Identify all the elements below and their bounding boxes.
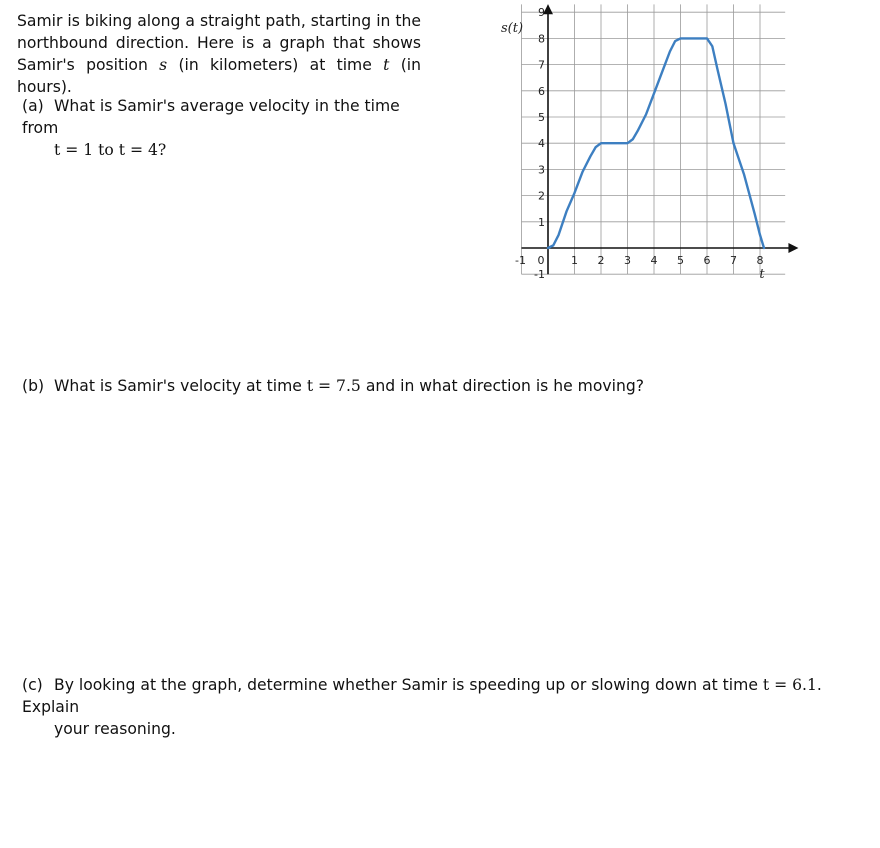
x-tick-label: 8 xyxy=(756,254,764,267)
question-b-text: What is Samir's velocity at time xyxy=(54,377,307,395)
question-c-text-2: . Explain xyxy=(22,676,822,716)
y-tick-label: 8 xyxy=(538,32,545,46)
x-tick-label: 6 xyxy=(703,254,711,267)
y-tick-label: 3 xyxy=(538,163,545,177)
question-c-math: t = 6.1 xyxy=(762,676,817,694)
intro-text-2: (in kilometers) at time xyxy=(167,56,384,74)
intro-text-1: Samir is biking along a straight path, starting in the northbound direction. Here is a graph that shows Samir's position xyxy=(17,12,421,74)
y-tick-label: 1 xyxy=(538,215,545,229)
y-tick-label: 4 xyxy=(538,137,545,151)
x-tick-label: 0 xyxy=(537,254,545,267)
question-b-math: t = 7.5 xyxy=(306,377,361,395)
y-tick-label: 6 xyxy=(538,84,545,98)
var-s: s xyxy=(159,56,168,74)
question-b-text-2: and in what direction is he moving? xyxy=(360,377,645,395)
x-axis-arrow xyxy=(788,243,798,253)
x-tick-label: 5 xyxy=(677,254,684,267)
x-tick-label: 2 xyxy=(597,254,605,267)
y-tick-label: 2 xyxy=(538,189,545,203)
intro-text-3: (in hours). xyxy=(17,56,421,96)
x-tick-label: 1 xyxy=(571,254,578,267)
y-axis-label: s(t) xyxy=(501,20,524,36)
question-c-label: (c) xyxy=(22,676,43,694)
x-tick-label: 3 xyxy=(624,254,631,267)
y-tick-label: 9 xyxy=(538,6,545,20)
question-a-label: (a) xyxy=(22,97,44,115)
question-a-math: t = 1 to t = 4? xyxy=(54,141,167,159)
y-tick-label: 5 xyxy=(538,111,545,124)
question-a-text: What is Samir's average velocity in the time from xyxy=(22,97,400,137)
var-t: t xyxy=(383,56,390,74)
question-c-line-2: your reasoning. xyxy=(54,720,176,738)
y-tick-label: 7 xyxy=(538,58,545,72)
x-tick-label: 7 xyxy=(730,254,737,267)
question-c-text: By looking at the graph, determine whether Samir is speeding up or slowing down at time xyxy=(54,676,763,694)
x-tick-label: -1 xyxy=(515,254,526,267)
question-b-label: (b) xyxy=(22,377,45,395)
x-axis-label: t xyxy=(759,267,765,283)
y-tick-label: -1 xyxy=(534,268,545,282)
x-tick-label: 4 xyxy=(650,254,658,267)
